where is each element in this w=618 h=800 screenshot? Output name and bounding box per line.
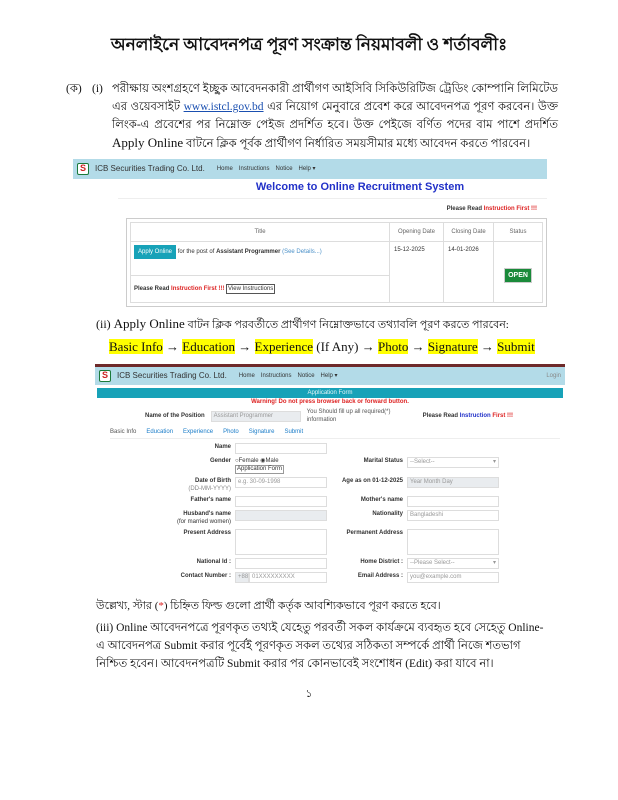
name-input[interactable] <box>235 443 327 454</box>
present-address-input[interactable] <box>235 529 327 555</box>
nav-instructions[interactable]: Instructions <box>260 373 292 379</box>
label: Present Address <box>183 530 231 536</box>
label: Name <box>214 444 231 450</box>
permanent-address-input[interactable] <box>407 529 499 555</box>
nav-instructions[interactable]: Instructions <box>238 166 270 172</box>
label: Contact Number : <box>180 573 231 579</box>
gender-field <box>235 457 327 474</box>
nav-home[interactable]: Home <box>238 373 255 379</box>
note: উল্লেখ্য, স্টার (*) চিহ্নিত ফিল্ড গুলো প্রার্থী কর্তৃক আবশ্যিকভাবে পূরণ করতে হবে। <box>96 600 441 612</box>
section-k <box>66 80 558 153</box>
section-iii <box>96 619 552 673</box>
section-ii: (ii) Apply Online বাটন ক্লিক পরবর্তীতে প্রার্থীগণ নিম্নোক্তভাবে তথ্যাবলি পূরণ করতে পারবেন: <box>96 316 509 331</box>
opening-date: 15-12-2025 <box>394 247 425 253</box>
label: Email Address : <box>357 573 403 579</box>
nationality-input[interactable]: Bangladeshi <box>407 510 499 521</box>
age-input: Year Month Day <box>407 477 499 488</box>
label: Husband's name (for married women) <box>176 511 231 525</box>
label: Date of Birth (DD-MM-YYYY) <box>188 478 231 492</box>
page-number: ১ <box>305 688 313 700</box>
read-row: Please Read Instruction First !!! View Instructions <box>134 286 274 292</box>
nav-help[interactable]: Help ▾ <box>298 166 316 172</box>
header-status: Status <box>494 223 542 242</box>
line: করার পর কোনভাবেই সংশোধন (Edit) করা যাবে না। <box>263 658 494 670</box>
form-tabs <box>110 428 560 439</box>
step-experience: Experience <box>254 339 313 354</box>
position-input[interactable]: Assistant Programmer <box>211 411 301 422</box>
job-table <box>130 222 543 303</box>
welcome-heading: Welcome to Online Recruitment System <box>255 181 465 193</box>
closing-date: 14-01-2026 <box>448 247 479 253</box>
contact-field <box>235 572 327 583</box>
tab-submit[interactable]: Submit <box>284 429 304 435</box>
step-basic-info: Basic Info <box>109 339 163 354</box>
label: Mother's name <box>360 497 403 503</box>
logo-icon: S <box>77 163 89 175</box>
section-k-text <box>112 80 558 153</box>
section-k-marker: (ক) <box>66 83 82 95</box>
page-title: অনলাইনে আবেদনপত্র পূরণ সংক্রান্ত নিয়মাবলী ও শর্তাবলীঃ <box>110 35 508 54</box>
warning: Warning! Do not press browser back or forward button. <box>251 399 409 405</box>
tab-education[interactable]: Education <box>146 429 174 435</box>
hint: You Should fill up all required(*) information <box>306 409 391 423</box>
line: (iii) Online আবেদনপত্রে পূরণকৃত তথ্যই যেহেতু পরবর্তী সকল কার্যক্রমে ব্যবহৃত হবে সেহেতু Online- এ আবেদনপত্র <box>96 622 544 652</box>
marital-status-select[interactable]: --Select-- ▾ <box>407 457 499 468</box>
form-title-bar: Application Form <box>97 388 563 398</box>
nav-notice[interactable]: Notice <box>275 166 293 172</box>
husband-name-input[interactable] <box>235 510 327 521</box>
brand: ICB Securities Trading Co. Ltd. <box>95 164 205 173</box>
tab-photo[interactable]: Photo <box>223 429 239 435</box>
line: সময়সীমার মধ্যে আবেদন করতে পারবেন। <box>345 138 531 150</box>
father-name-input[interactable] <box>235 496 327 507</box>
gender-radios[interactable]: ○Female ◉Male <box>235 458 279 464</box>
tab-basic-info[interactable]: Basic Info <box>110 429 137 435</box>
contact-input[interactable]: 01XXXXXXXXX <box>249 572 327 583</box>
view-instructions-button[interactable]: View Instructions <box>228 286 274 292</box>
screenshot-application-form <box>95 364 565 587</box>
label: Father's name <box>190 497 231 503</box>
tooltip: Application Form <box>237 466 283 472</box>
steps-flow: Basic Info → Education → Experience (If Any) → Photo → Signature → Submit <box>109 339 535 354</box>
apply-online-button[interactable]: Apply Online <box>134 245 176 259</box>
see-details-link[interactable]: (See Details...) <box>282 249 322 255</box>
job-row: Apply Online for the post of Assistant Programmer (See Details...) <box>131 242 389 276</box>
nav-home[interactable]: Home <box>216 166 233 172</box>
header-closing: Closing Date <box>444 223 493 242</box>
header-opening: Opening Date <box>390 223 443 242</box>
home-district-select[interactable]: --Please Select-- ▾ <box>407 558 499 569</box>
navbar <box>73 159 547 179</box>
section-k-num: (i) <box>92 83 103 95</box>
website-link[interactable]: www.istcl.gov.bd <box>183 101 264 113</box>
label: National Id : <box>196 559 231 565</box>
line: পরীক্ষায় অংশগ্রহণে ইচ্ছুক আবেদনকারী প্রার্থীগণ আইসিবি সিকিউরিটিজ ট্রেডিং কোম্পানি লিমিটেড এর ওয়েবসাইট <box>112 83 558 113</box>
position-row <box>145 408 565 424</box>
text: পেইজ প্রদর্শিত হবে। উক্ত পেইজে বর্ণিত পদের বাম পাশে প্রদর্শিত <box>255 119 558 131</box>
label: Home District : <box>360 559 403 565</box>
tab-signature[interactable]: Signature <box>248 429 275 435</box>
label: Permanent Address <box>346 530 403 536</box>
job-panel <box>126 218 547 307</box>
national-id-input[interactable] <box>235 558 327 569</box>
label: Nationality <box>372 511 403 517</box>
step-signature: Signature <box>427 339 478 354</box>
login-link[interactable]: Login <box>546 373 561 379</box>
navbar <box>95 367 565 385</box>
email-input[interactable]: you@example.com <box>407 572 499 583</box>
label: Marital Status <box>363 458 403 464</box>
dob-input[interactable]: e.g. 30-09-1998 <box>235 477 327 488</box>
read-instruction: Please Read Instruction First !!! <box>446 206 537 212</box>
apply-online-text: Apply Online <box>112 135 184 150</box>
line: Submit করার পূর্বেই পূরণকৃত সকল তথ্যের সঠিকতা সম্পর্কে প্রার্থী নিজে শতভাগ নিশ্চিত হবেন। আবেদনপত্রটি Submit <box>96 640 521 670</box>
step-photo: Photo <box>377 339 409 354</box>
nav-notice[interactable]: Notice <box>297 373 315 379</box>
mother-name-input[interactable] <box>407 496 499 507</box>
label: Age as on 01-12-2025 <box>341 478 403 484</box>
step-education: Education <box>182 339 236 354</box>
logo-icon: S <box>99 370 111 382</box>
step-submit: Submit <box>497 339 535 354</box>
basic-info-form <box>135 443 565 583</box>
screenshot-home <box>73 159 547 307</box>
brand: ICB Securities Trading Co. Ltd. <box>117 371 227 380</box>
text: এর নিয়োগ মেনুবারে প্রবেশ করে আবেদনপত্র পূরণ করবেন। উক্ত লিংক-এ প্রবেশের পর নিম্নোক্ত <box>112 101 558 131</box>
tab-experience[interactable]: Experience <box>183 429 214 435</box>
country-code: +88 <box>235 572 249 583</box>
read-instruction: Please Read Instruction First !!! <box>422 413 514 419</box>
label: Gender <box>209 458 231 464</box>
nav-help[interactable]: Help ▾ <box>320 373 338 379</box>
status-open-badge: OPEN <box>504 268 532 283</box>
text: বাটনে ক্লিক পূর্বক প্রার্থীগণ নির্ধারিত <box>183 138 343 150</box>
header-title: Title <box>131 223 389 242</box>
label: Name of the Position <box>145 413 205 419</box>
